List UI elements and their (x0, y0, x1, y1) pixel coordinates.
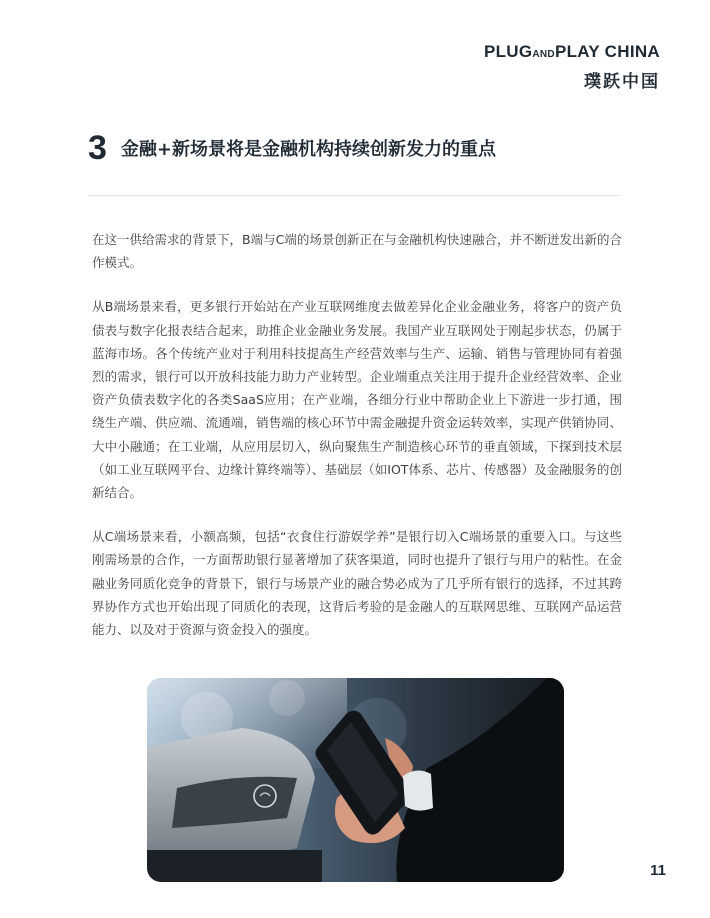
brand-logo-english: PLUGANDPLAY CHINA (483, 42, 660, 61)
brand-logo-chinese: 璞跃中国 (584, 72, 660, 92)
paragraph-intro: 在这一供给需求的背景下，B端与C端的场景创新正在与金融机构快速融合，并不断迸发出新的合作模式。 (92, 232, 622, 271)
paragraph-c-end: 从C端场景来看，小额高频，包括“衣食住行游娱学养”是银行切入C端场景的重要入口。与这些刚需场景的合作，一方面帮助银行显著增加了获客渠道，同时也提升了银行与用户的粘性。在金融业务同质化竞争的背景下，银行与场景产业的融合势必成为了几乎所有银行的选择，不过其跨界协作方式也开始出现了同质化的表现，这背后考验的是金融人的互联网思维、互联网产品运营能力、以及对于资源与资金投入的强度。 (92, 529, 622, 638)
section-number: 3 (88, 129, 107, 167)
heading-divider (88, 195, 621, 196)
brand-logo (484, 42, 660, 92)
body-text (92, 228, 622, 662)
contactless-payment-photo (147, 678, 564, 882)
section-heading (88, 128, 496, 168)
page-number: 11 (650, 862, 666, 879)
paragraph-b-end: 从B端场景来看，更多银行开始站在产业互联网维度去做差异化企业金融业务，将客户的资产负债表与数字化报表结合起来，助推企业金融业务发展。我国产业互联网处于刚起步状态，仍属于蓝海市场。各个传统产业对于利用科技提高生产经营效率与生产、运输、销售与管理协同有着强烈的需求，银行可以开放科技能力助力产业转型。企业端重点关注用于提升企业经营效率、企业资产负债表数字化的各类SaaS应用；在产业端，各细分行业中帮助企业上下游进一步打通，围绕生产端、供应端、流通端，销售端的核心环节中需金融提升资金运转效率，实现产供销协同、大中小融通；在工业端，从应用层切入，纵向聚焦生产制造核心环节的垂直领域，下探到技术层（如工业互联网平台、边缘计算终端等）、基础层（如IOT体系、芯片、传感器）及金融服务的创新结合。 (92, 299, 622, 501)
section-title: 金融+新场景将是金融机构持续创新发力的重点 (120, 139, 497, 160)
